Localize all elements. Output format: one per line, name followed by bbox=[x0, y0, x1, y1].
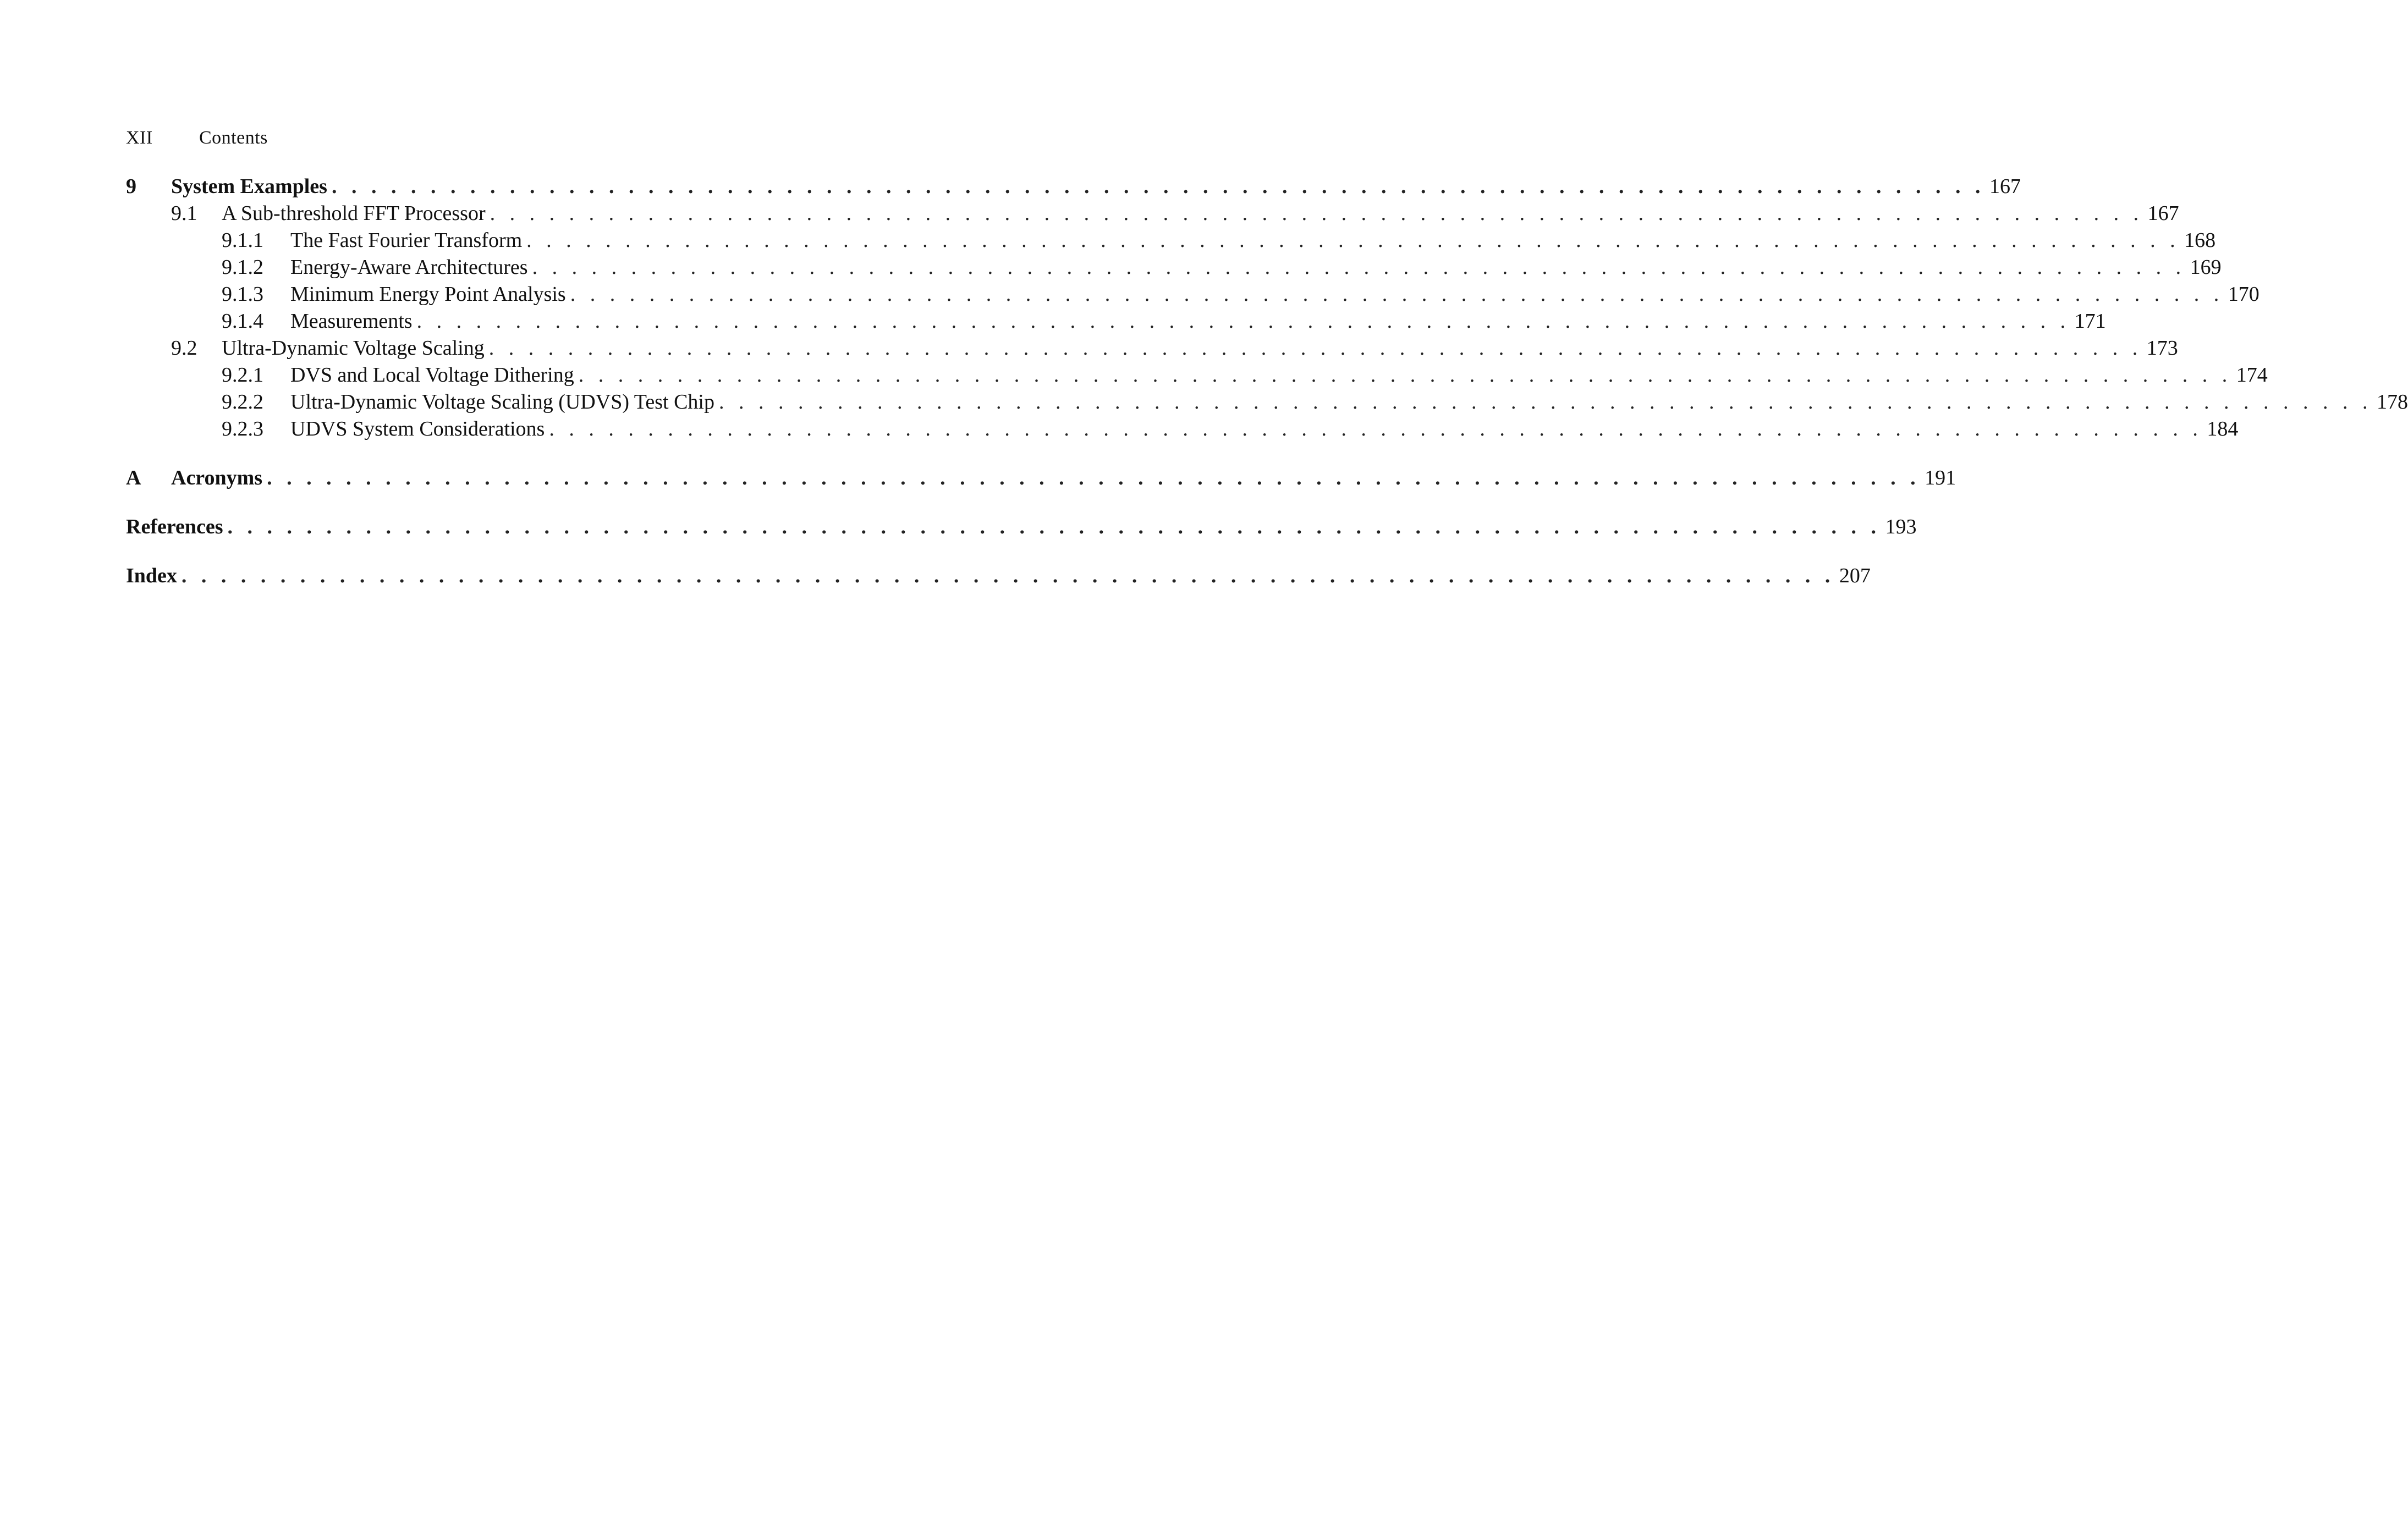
toc-entry-page: 178 bbox=[2376, 390, 2408, 414]
toc-entry-number: 9.1.2 bbox=[222, 256, 263, 279]
dot-leader: . . . . . . . . . . . . . . . . . . . . . . . . . . . . . . . . . . . . . . . . . . . . . . . . . . . . . . . . . . . . . . . . . . . . . . . . . . . . . . . . . . . . bbox=[267, 466, 1921, 489]
toc-entry-number: 9 bbox=[126, 175, 136, 198]
toc-entry-title: The Fast Fourier Transform bbox=[290, 229, 523, 252]
dot-leader: . . . . . . . . . . . . . . . . . . . . . . . . . . . . . . . . . . . . . . . . . . . . . . . . . . . . . . . . . . . . . . . . . . . . . . . . . . . . . . . . . . . . bbox=[416, 310, 2070, 333]
dot-leader: . . . . . . . . . . . . . . . . . . . . . . . . . . . . . . . . . . . . . . . . . . . . . . . . . . . . . . . . . . . . . . . . . . . . . . . . . . . . . . . . . . . . bbox=[490, 202, 2143, 225]
toc-entry-subsection-9-2-2[interactable] bbox=[126, 389, 2408, 416]
table-of-contents bbox=[126, 173, 2408, 590]
toc-spacer bbox=[126, 541, 881, 563]
dot-leader: . . . . . . . . . . . . . . . . . . . . . . . . . . . . . . . . . . . . . . . . . . . . . . . . . . . . . . . . . . . . . . . . . . . . . . . . . . . . . . . . . . . . bbox=[718, 390, 2372, 414]
toc-entry-subsection-9-2-3[interactable] bbox=[126, 416, 2239, 443]
running-head-title: Contents bbox=[199, 128, 268, 148]
toc-entry-title: Measurements bbox=[290, 310, 413, 333]
toc-entry-number: 9.1.4 bbox=[222, 310, 263, 333]
toc-entry-title: A Sub-threshold FFT Processor bbox=[222, 202, 486, 225]
dot-leader: . . . . . . . . . . . . . . . . . . . . . . . . . . . . . . . . . . . . . . . . . . . . . . . . . . . . . . . . . . . . . . . . . . . . . . . . . . . . . . . . . . . . bbox=[532, 256, 2186, 279]
toc-entry-page: 184 bbox=[2207, 417, 2239, 440]
toc-entry-page: 170 bbox=[2228, 283, 2259, 306]
toc-entry-number: 9.1.1 bbox=[222, 229, 263, 252]
dot-leader: . . . . . . . . . . . . . . . . . . . . . . . . . . . . . . . . . . . . . . . . . . . . . . . . . . . . . . . . . . . . . . . . . . . . . . . . . . . . . . . . . . . . bbox=[488, 337, 2142, 360]
toc-entry-subsection-9-2-1[interactable] bbox=[126, 362, 2268, 389]
toc-entry-page: 173 bbox=[2146, 337, 2178, 360]
toc-entry-title: Energy-Aware Architectures bbox=[290, 256, 528, 279]
dot-leader: . . . . . . . . . . . . . . . . . . . . . . . . . . . . . . . . . . . . . . . . . . . . . . . . . . . . . . . . . . . . . . . . . . . . . . . . . . . . . . . . . . . . bbox=[549, 417, 2203, 440]
toc-entry-subsection-9-1-2[interactable] bbox=[126, 254, 2222, 281]
toc-entry-section-9-1[interactable] bbox=[126, 200, 2179, 227]
toc-entry-index[interactable] bbox=[126, 563, 1871, 590]
toc-entry-page: 168 bbox=[2184, 229, 2216, 252]
toc-entry-appendix-a[interactable] bbox=[126, 465, 1956, 492]
toc-entry-number: 9.1.3 bbox=[222, 283, 263, 306]
toc-spacer bbox=[126, 492, 881, 514]
toc-entry-title: Minimum Energy Point Analysis bbox=[290, 283, 566, 306]
page-folio: XII bbox=[126, 128, 153, 148]
toc-entry-page: 207 bbox=[1839, 564, 1871, 587]
toc-entry-page: 167 bbox=[1989, 175, 2021, 198]
dot-leader: . . . . . . . . . . . . . . . . . . . . . . . . . . . . . . . . . . . . . . . . . . . . . . . . . . . . . . . . . . . . . . . . . . . . . . . . . . . . . . . . . . . . bbox=[578, 363, 2232, 387]
toc-entry-page: 171 bbox=[2074, 310, 2106, 333]
toc-entry-page: 193 bbox=[1885, 515, 1917, 538]
toc-spacer bbox=[126, 443, 881, 465]
toc-entry-number: 9.2 bbox=[171, 337, 197, 360]
running-head bbox=[126, 128, 268, 154]
toc-entry-page: 167 bbox=[2147, 202, 2179, 225]
toc-entry-chapter-9[interactable] bbox=[126, 173, 2021, 200]
toc-entry-subsection-9-1-4[interactable] bbox=[126, 308, 2106, 335]
toc-entry-page: 191 bbox=[1925, 466, 1956, 489]
toc-entry-page: 169 bbox=[2190, 256, 2222, 279]
toc-entry-number: 9.2.2 bbox=[222, 390, 263, 414]
toc-entry-title: UDVS System Considerations bbox=[290, 417, 545, 440]
toc-entry-title: DVS and Local Voltage Dithering bbox=[290, 363, 574, 387]
dot-leader: . . . . . . . . . . . . . . . . . . . . . . . . . . . . . . . . . . . . . . . . . . . . . . . . . . . . . . . . . . . . . . . . . . . . . . . . . . . . . . . . . . . . bbox=[331, 175, 1985, 198]
toc-entry-page: 174 bbox=[2236, 363, 2268, 387]
dot-leader: . . . . . . . . . . . . . . . . . . . . . . . . . . . . . . . . . . . . . . . . . . . . . . . . . . . . . . . . . . . . . . . . . . . . . . . . . . . . . . . . . . . . bbox=[570, 283, 2224, 306]
toc-entry-title: Index bbox=[126, 564, 177, 587]
toc-entry-title: Acronyms bbox=[171, 466, 263, 489]
dot-leader: . . . . . . . . . . . . . . . . . . . . . . . . . . . . . . . . . . . . . . . . . . . . . . . . . . . . . . . . . . . . . . . . . . . . . . . . . . . . . . . . . . . . bbox=[526, 229, 2180, 252]
dot-leader: . . . . . . . . . . . . . . . . . . . . . . . . . . . . . . . . . . . . . . . . . . . . . . . . . . . . . . . . . . . . . . . . . . . . . . . . . . . . . . . . . . . . bbox=[181, 564, 1835, 587]
toc-entry-section-9-2[interactable] bbox=[126, 335, 2178, 362]
toc-entry-references[interactable] bbox=[126, 514, 1917, 541]
toc-entry-subsection-9-1-1[interactable] bbox=[126, 227, 2216, 254]
toc-entry-title: References bbox=[126, 515, 223, 538]
toc-entry-number: A bbox=[126, 466, 141, 489]
toc-entry-title: System Examples bbox=[171, 175, 327, 198]
toc-entry-title: Ultra-Dynamic Voltage Scaling (UDVS) Test Chip bbox=[290, 390, 714, 414]
toc-entry-number: 9.1 bbox=[171, 202, 197, 225]
toc-entry-number: 9.2.1 bbox=[222, 363, 263, 387]
dot-leader: . . . . . . . . . . . . . . . . . . . . . . . . . . . . . . . . . . . . . . . . . . . . . . . . . . . . . . . . . . . . . . . . . . . . . . . . . . . . . . . . . . . . bbox=[227, 515, 1881, 538]
toc-entry-title: Ultra-Dynamic Voltage Scaling bbox=[222, 337, 485, 360]
toc-entry-subsection-9-1-3[interactable] bbox=[126, 281, 2259, 308]
toc-entry-number: 9.2.3 bbox=[222, 417, 263, 440]
